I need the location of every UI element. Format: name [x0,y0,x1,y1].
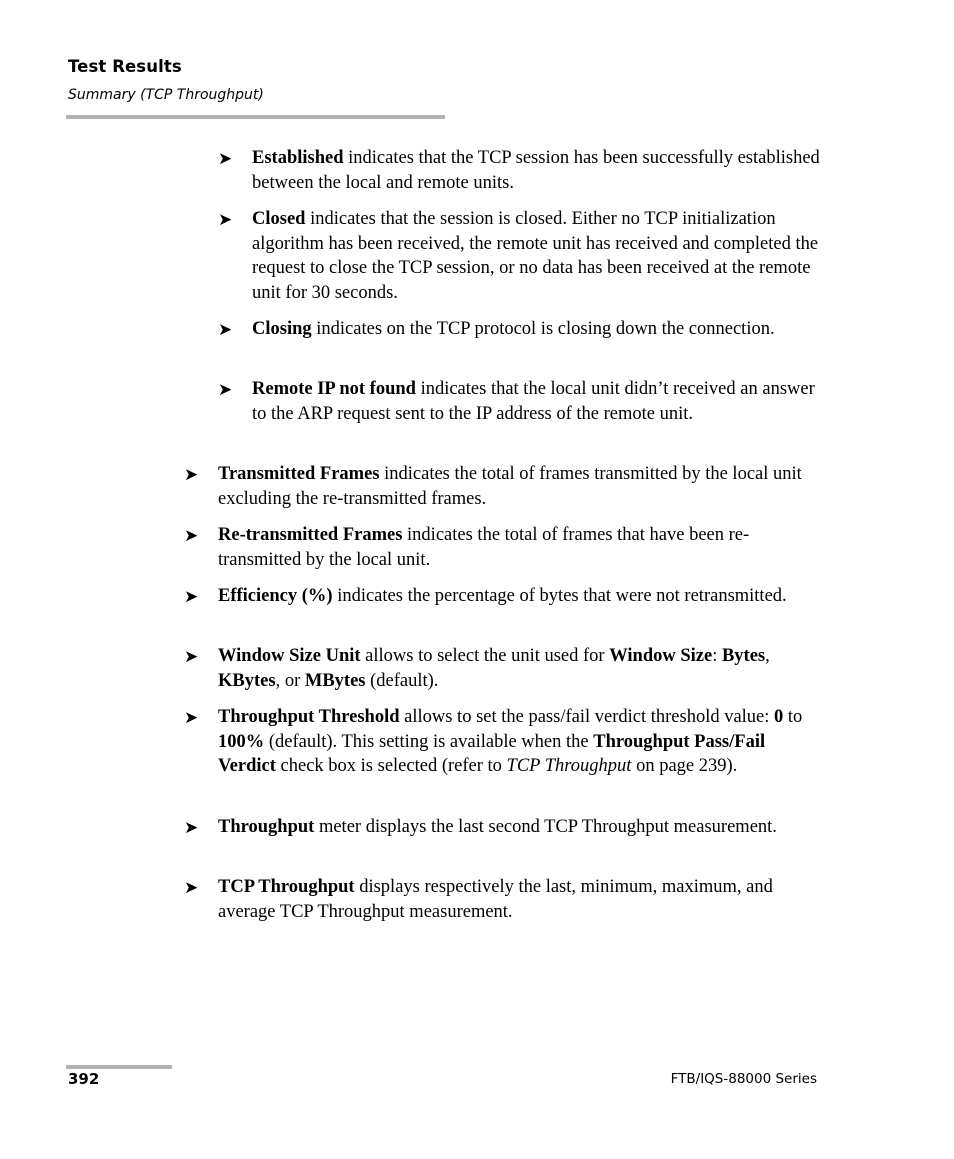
item-text: check box is selected (refer to [275,756,507,777]
item-text: on page 239). [631,756,738,777]
section-subtitle: Summary (TCP Throughput) [68,87,264,103]
arrow-bullet-icon: ➤ [184,526,199,546]
arrow-bullet-icon: ➤ [218,149,233,169]
item-term: TCP Throughput [218,877,355,897]
item-term: Established [252,148,344,168]
item-text: indicates the total of frames that have been re-transmitted by the local unit. [218,525,750,570]
item-text: indicates the percentage of bytes that were not retransmitted. [332,586,787,606]
item-term: Window Size Unit [218,646,361,666]
cross-reference-link[interactable]: TCP Throughput [506,756,632,777]
list-item-closed [218,207,827,306]
arrow-bullet-icon: ➤ [218,380,233,400]
item-emphasis: Window Size [609,646,713,666]
item-term: Closed [252,209,306,229]
item-text: (default). This setting is available when the [264,731,594,752]
arrow-bullet-icon: ➤ [184,587,199,607]
item-text: meter displays the last second TCP Throughput measurement. [314,817,777,837]
arrow-bullet-icon: ➤ [184,647,199,667]
item-emphasis: 100% [218,731,265,752]
item-text: to [783,707,803,727]
item-term: Throughput Threshold [218,707,400,727]
arrow-bullet-icon: ➤ [184,708,199,728]
footer-divider [66,1065,172,1069]
list-item-tcp-throughput [184,875,826,924]
item-term: Re-transmitted Frames [218,525,403,545]
item-term: Throughput [218,817,315,837]
item-text: , [765,646,770,666]
list-item-efficiency [184,584,826,609]
item-term: Efficiency (%) [218,586,333,606]
item-term: Transmitted Frames [218,464,380,484]
header-divider [66,115,445,119]
list-item-window-size-unit [184,644,826,693]
list-item-transmitted-frames [184,462,826,511]
item-text: , or [275,670,305,691]
item-term: Closing [252,319,312,339]
arrow-bullet-icon: ➤ [184,878,199,898]
item-text: allows to select the unit used for [360,646,610,666]
item-text: indicates the total of frames transmitted by the local unit excluding the re-transmitted frames. [218,464,802,509]
list-item-throughput-threshold [184,705,826,779]
arrow-bullet-icon: ➤ [184,465,199,485]
item-emphasis: KBytes [218,670,276,691]
list-item-retransmitted-frames [184,523,826,572]
list-item-throughput [184,815,826,840]
arrow-bullet-icon: ➤ [218,210,233,230]
item-text: indicates on the TCP protocol is closing down the connection. [311,319,775,339]
section-title: Test Results [68,57,182,76]
list-item-closing [218,317,827,342]
item-text: indicates that the TCP session has been successfully established between the local and remote units. [252,148,820,193]
item-term: Remote IP not found [252,379,416,399]
item-text: indicates that the local unit didn’t received an answer to the ARP request sent to the IP address of the remote unit. [252,379,815,424]
page-number: 392 [68,1070,100,1088]
item-text: allows to set the pass/fail verdict threshold value: [399,707,775,727]
item-text: displays respectively the last, minimum, maximum, and average TCP Throughput measurement. [218,877,773,922]
list-item-established [218,146,827,195]
item-emphasis: Throughput Pass/Fail Verdict [218,731,766,777]
item-text: (default). [365,670,439,691]
item-text: : [712,646,722,666]
arrow-bullet-icon: ➤ [184,818,199,838]
item-text: indicates that the session is closed. Either no TCP initialization algorithm has been received, the remote unit has received and completed the request to close the TCP session, or no data has been received at the remote unit for 30 seconds. [252,209,819,304]
list-item-remote-ip-not-found [218,377,827,426]
item-emphasis: 0 [774,707,784,727]
item-emphasis: Bytes [721,646,766,666]
arrow-bullet-icon: ➤ [218,320,233,340]
product-series: FTB/IQS-88000 Series [670,1071,817,1087]
item-emphasis: MBytes [304,670,366,691]
